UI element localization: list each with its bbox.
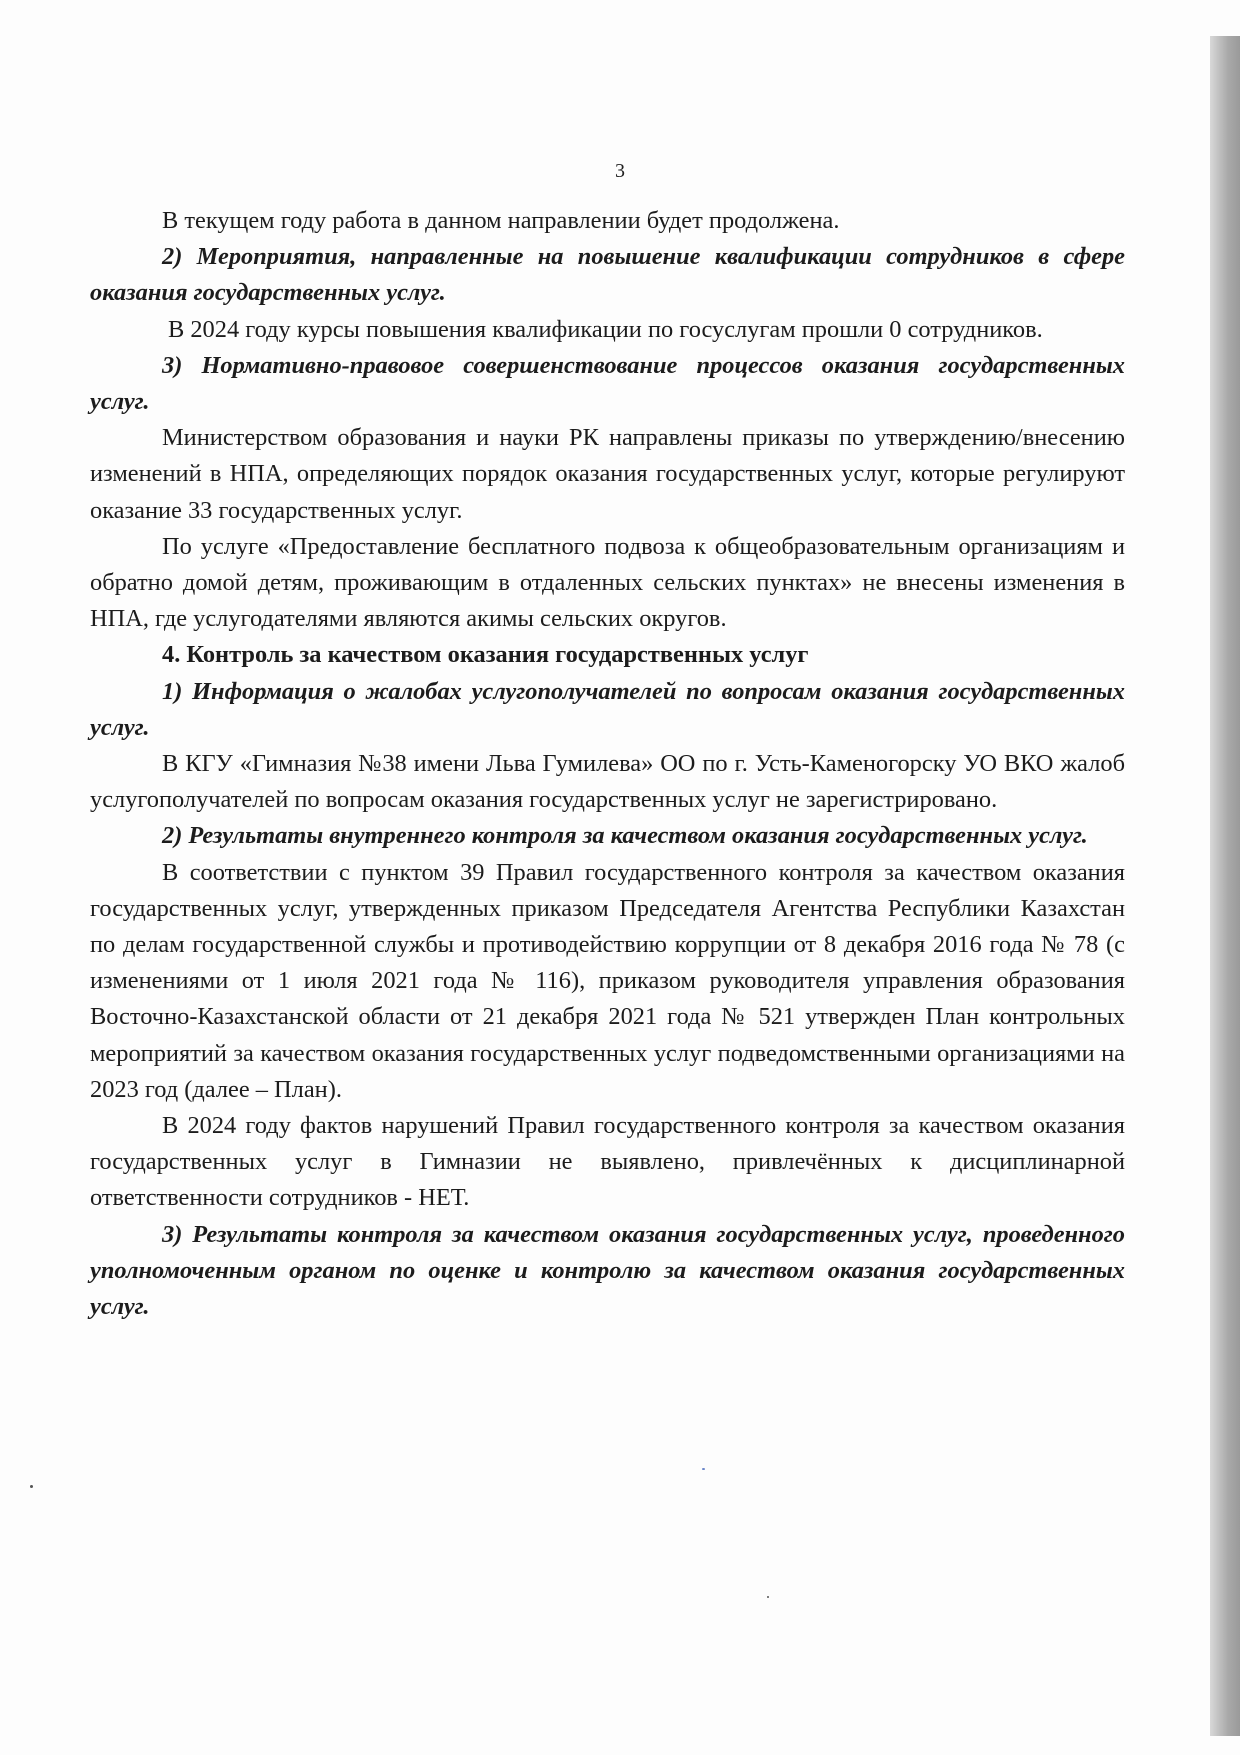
- scan-speck: [30, 1485, 33, 1488]
- paragraph-gymnasium-complaints: В КГУ «Гимназия №38 имени Льва Гумилева» ОО по г. Усть-Каменогорску УО ВКО жалоб услугополучателей по вопросам оказания государственных услуг не зарегистрировано.: [90, 750, 1125, 814]
- scan-shadow-edge: [1210, 36, 1240, 1736]
- heading-regulatory-improvement: 3) Нормативно-правовое совершенствование процессов оказания государственных услуг.: [90, 351, 1125, 416]
- paragraph-control-rules: В соответствии с пунктом 39 Правил государственного контроля за качеством оказания государственных услуг, утвержденных приказом Председателя Агентства Республики Казахстан по делам государственной службы и противодействию коррупции от 8 декабря 2016 года № 78 (с изменениями от 1 июля 2021 года № 116), приказом руководителя управления образования Восточно-Казахстанской области от 21 декабря 2021 года № 521 утвержден План контрольных мероприятий за качеством оказания государственных услуг подведомственными организациями на 2023 год (далее – План).: [90, 858, 1125, 1103]
- heading-quality-control: 4. Контроль за качеством оказания государственных услуг: [162, 641, 809, 669]
- heading-complaints-info: 1) Информация о жалобах услугополучателей по вопросам оказания государственных услуг.: [90, 677, 1125, 741]
- document-body: [90, 203, 1125, 1325]
- paragraph-qualification-courses: В 2024 году курсы повышения квалификации по госуслугам прошли 0 сотрудников.: [168, 315, 1043, 343]
- heading-qualification-measures: 2) Мероприятия, направленные на повышение квалификации сотрудников в сфере оказания государственных услуг.: [90, 243, 1125, 307]
- heading-authorized-body-control: 3) Результаты контроля за качеством оказания государственных услуг, проведенного уполномоченным органом по оценке и контролю за качеством оказания государственных услуг.: [90, 1220, 1125, 1321]
- paragraph-transport-service: По услуге «Предоставление бесплатного подвоза к общеобразовательным организациям и обратно домой детям, проживающим в отдаленных сельских пунктах» не внесены изменения в НПА, где услугодателями являются акимы сельских округов.: [90, 532, 1125, 633]
- scan-speck: [702, 1468, 705, 1470]
- page-number: 3: [615, 160, 625, 182]
- paragraph-violations-2024: В 2024 году фактов нарушений Правил государственного контроля за качеством оказания государственных услуг в Гимназии не выявлено, привлечённых к дисциплинарной ответственности сотрудников - НЕТ.: [90, 1112, 1125, 1212]
- paragraph-work-continued: В текущем году работа в данном направлении будет продолжена.: [162, 207, 840, 234]
- heading-internal-control: 2) Результаты внутреннего контроля за качеством оказания государственных услуг.: [162, 822, 1088, 850]
- scan-speck: [767, 1596, 769, 1598]
- paragraph-ministry-orders: Министерством образования и науки РК направлены приказы по утверждению/внесению изменений в НПА, определяющих порядок оказания государственных услуг, которые регулируют оказание 33 государственных услуг.: [90, 424, 1125, 524]
